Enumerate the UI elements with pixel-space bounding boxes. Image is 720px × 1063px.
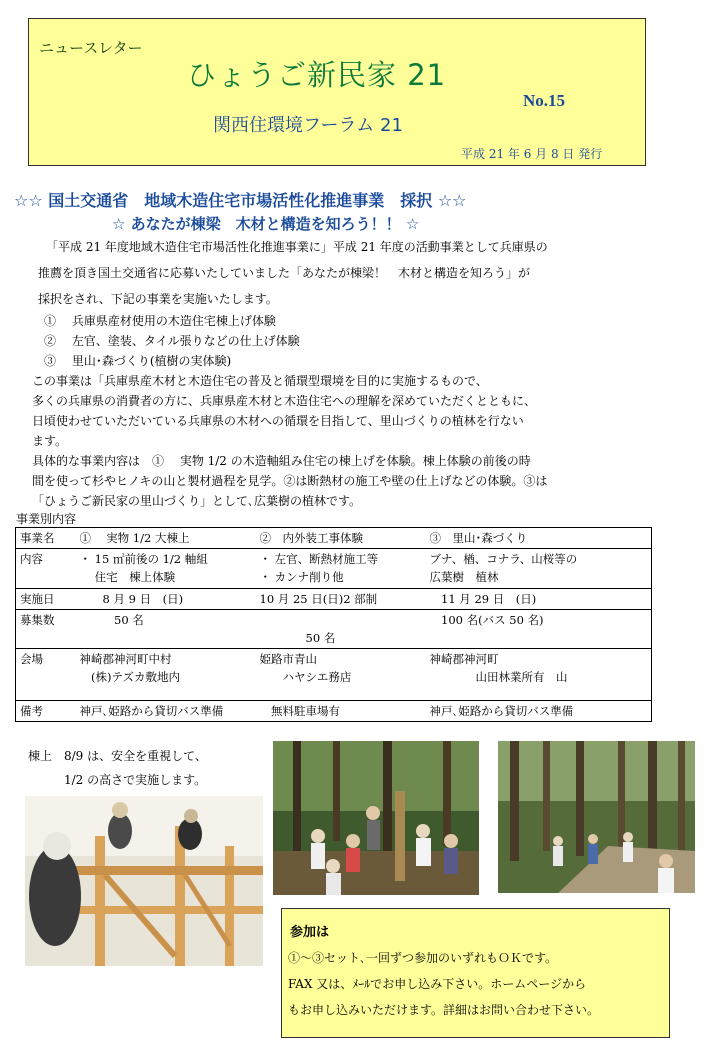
table-cell-c3: 神戸､姫路から貸切バス準備 [426,701,652,722]
table-cell-label: 募集数 [16,610,76,649]
article-headline: ☆☆ 国土交通省 地域木造住宅市場活性化推進事業 採択 ☆☆ [14,191,467,210]
table-cell-label: 実施日 [16,589,76,610]
table-cell-c3: 神崎郡神河町 山田林業所有 山 [426,649,652,701]
intro-text [38,234,548,312]
description-paragraph [32,371,547,511]
list-item: ① 兵庫県産材使用の木造住宅棟上げ体験 [44,314,276,328]
paragraph-line: 「ひょうご新民家の里山づくり」として､広葉樹の植林です。 [32,494,362,508]
paragraph-line: 具体的な事業内容は ① 実物 1/2 の木造軸組み住宅の棟上げを体験。棟上体験の前後の時 [32,454,531,468]
table-row [16,610,652,649]
info-box-title: 参加は [290,925,330,940]
table-cell-c1: 神戸､姫路から貸切バス準備 [76,701,256,722]
newsletter-header [28,18,646,166]
newsletter-kicker: ニュースレター [39,39,143,57]
participation-info-box [281,908,670,1038]
caption-line: 棟上 8/9 は、安全を重視して、 [28,749,207,763]
table-cell-c1: 神崎郡神河町中村 (株)テズカ敷地内 [76,649,256,701]
table-row [16,528,652,549]
intro-line: 「平成 21 年度地域木造住宅市場活性化推進事業に」平成 21 年度の活動事業として兵庫県の [46,240,548,254]
events-table [15,527,652,722]
paragraph-line: 日頃使わせていただいている兵庫県の木材への循環を目指して、里山づくりの植林を行ない [32,414,524,428]
table-cell-c2: ・ 左官、断熱材施工等 ・ カンナ削り他 [256,549,426,589]
paragraph-line: この事業は「兵庫県産木材と木造住宅の普及と循環型環境を目的に実施するもので、 [32,374,488,388]
table-cell-c1: 8 月 9 日 (日) [76,589,256,610]
info-box-line: もお申し込みいただけます。詳細はお問い合わせ下さい。 [288,1003,600,1017]
forest-group-photo [273,741,479,895]
table-cell-c3: 11 月 29 日 (日) [426,589,652,610]
table-cell-c2: ② 内外装工事体験 [256,528,426,549]
table-cell-c3: ③ 里山･森づくり [426,528,652,549]
table-cell-label: 会場 [16,649,76,701]
table-row [16,589,652,610]
info-box-line: FAX 又は、ﾒｰﾙでお申し込み下さい。ホームページから [288,977,587,991]
forest-path-photo [498,741,695,893]
table-cell-c3: ブナ、楢、コナラ、山桜等の 広葉樹 植林 [426,549,652,589]
table-row [16,549,652,589]
framing-photo [25,796,263,966]
intro-line: 採択をされ、下記の事業を実施いたします。 [38,292,278,306]
paragraph-line: ます。 [32,434,68,448]
table-cell-c1: 50 名 [76,610,256,649]
table-cell-c3: 100 名(バス 50 名) [426,610,652,649]
table-section-label: 事業別内容 [16,512,77,526]
table-cell-c2: 50 名 [256,610,426,649]
program-list [44,311,300,371]
photo-caption [28,744,207,792]
table-cell-label: 内容 [16,549,76,589]
table-cell-label: 事業名 [16,528,76,549]
publish-date: 平成 21 年 6 月 8 日 発行 [461,147,603,161]
paragraph-line: 間を使って杉やヒノキの山と製材過程を見学。②は断熱材の施工や壁の仕上げなどの体験。③は [32,474,548,488]
info-box-line: ①～③セット､一回ずつ参加のいずれもＯＫです。 [288,951,558,965]
paragraph-line: 多くの兵庫県の消費者の方に、兵庫県産木材と木造住宅への理解を深めていただくとともに、 [32,394,537,408]
table-cell-label: 備考 [16,701,76,722]
table-cell-c2: 10 月 25 日(日)2 部制 [256,589,426,610]
table-cell-c1: ・ 15 ㎡前後の 1/2 軸組 住宅 棟上体験 [76,549,256,589]
organization-name: 関西住環境フーラム 21 [213,115,403,136]
list-item: ② 左官、塗装、タイル張りなどの仕上げ体験 [44,334,300,348]
table-cell-c2: 無料駐車場有 [256,701,426,722]
table-cell-c1: ① 実物 1/2 大棟上 [76,528,256,549]
newsletter-title: ひょうご新民家 21 [187,58,447,92]
article-subheadline: ☆ あなたが棟梁 木材と構造を知ろう！！ ☆ [112,215,420,233]
list-item: ③ 里山･森づくり(植樹の実体験) [44,354,232,368]
intro-line: 推薦を頂き国土交通省に応募いたしていました「あなたが棟梁！ 木材と構造を知ろう」が [38,266,531,280]
table-row [16,649,652,701]
table-row [16,701,652,722]
issue-number: No.15 [523,91,566,110]
caption-line: 1/2 の高さで実施します。 [28,773,207,787]
table-cell-c2: 姫路市青山 ハヤシエ務店 [256,649,426,701]
